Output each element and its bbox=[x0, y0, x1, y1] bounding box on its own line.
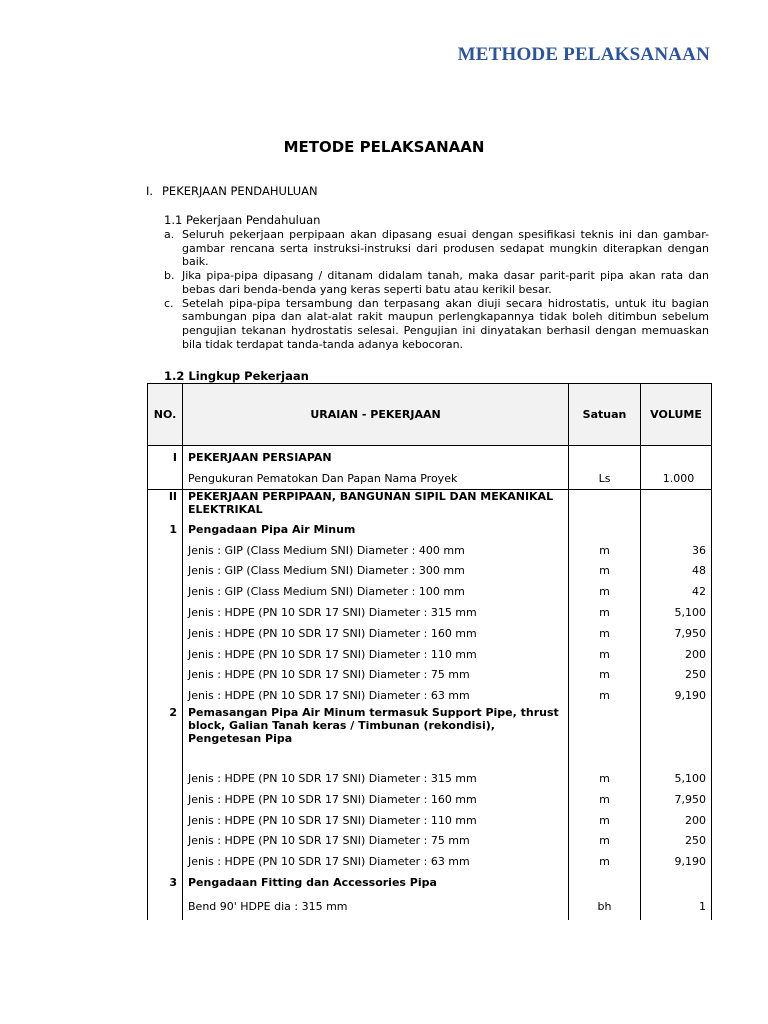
table-row bbox=[148, 685, 712, 706]
table-row bbox=[148, 810, 712, 831]
empty-cell bbox=[148, 561, 183, 582]
list-marker: b. bbox=[164, 269, 175, 283]
row-description: Jenis : HDPE (PN 10 SDR 17 SNI) Diameter : 75 mm bbox=[183, 831, 569, 852]
row-description: Jenis : HDPE (PN 10 SDR 17 SNI) Diameter : 110 mm bbox=[183, 810, 569, 831]
row-volume: 7,950 bbox=[641, 789, 712, 810]
empty-cell bbox=[569, 706, 641, 768]
list-text: Jika pipa-pipa dipasang / ditanam didalam tanah, maka dasar parit-parit pipa akan rata dan bebas dari benda-benda yang keras seperti batu atau kerikil besar. bbox=[182, 269, 709, 296]
row-unit: Ls bbox=[569, 468, 641, 489]
table-row bbox=[148, 872, 712, 892]
row-unit: m bbox=[569, 831, 641, 852]
row-unit: m bbox=[569, 768, 641, 789]
row-description: Jenis : GIP (Class Medium SNI) Diameter : 100 mm bbox=[183, 581, 569, 602]
row-number: I bbox=[148, 446, 183, 469]
table-row bbox=[148, 665, 712, 686]
row-description: Jenis : HDPE (PN 10 SDR 17 SNI) Diameter : 315 mm bbox=[183, 602, 569, 623]
empty-cell bbox=[148, 623, 183, 644]
row-volume: 42 bbox=[641, 581, 712, 602]
row-volume: 1.000 bbox=[641, 468, 712, 489]
list-item bbox=[164, 269, 709, 296]
row-number: 3 bbox=[148, 872, 183, 892]
table-row bbox=[148, 489, 712, 520]
table-row bbox=[148, 561, 712, 582]
row-unit: m bbox=[569, 623, 641, 644]
row-volume: 7,950 bbox=[641, 623, 712, 644]
empty-cell bbox=[148, 468, 183, 489]
group-title: PEKERJAAN PERSIAPAN bbox=[183, 446, 569, 469]
empty-cell bbox=[148, 581, 183, 602]
empty-cell bbox=[148, 665, 183, 686]
empty-cell bbox=[641, 489, 712, 520]
list-text: Seluruh pekerjaan perpipaan akan dipasang esuai dengan spesifikasi teknis ini dan gambar-gambar rencana serta instruksi-instruksi dari produsen sedapat mungkin diterapkan dengan baik. bbox=[182, 228, 709, 269]
row-number: II bbox=[148, 489, 183, 520]
row-volume: 5,100 bbox=[641, 768, 712, 789]
table-row bbox=[148, 602, 712, 623]
empty-cell bbox=[148, 768, 183, 789]
row-volume: 250 bbox=[641, 665, 712, 686]
row-unit: m bbox=[569, 540, 641, 561]
empty-cell bbox=[569, 872, 641, 892]
table-row bbox=[148, 520, 712, 540]
row-description: Jenis : HDPE (PN 10 SDR 17 SNI) Diameter : 160 mm bbox=[183, 789, 569, 810]
table-row bbox=[148, 789, 712, 810]
list-text: Setelah pipa-pipa tersambung dan terpasang akan diuji secara hidrostatis, untuk itu bagian sambungan pipa dan alat-alat rakit maupun perlengkapannya tidak boleh ditimbun sebelum pengujian tekanan hydrostatis selesai. Pengujian ini dinyatakan berhasil dengan memuaskan bila tidak terdapat tanda-tanda adanya kebocoran. bbox=[182, 296, 709, 351]
subsection-1-title: 1.1 Pekerjaan Pendahuluan bbox=[164, 213, 321, 227]
item-title: Pengadaan Pipa Air Minum bbox=[183, 520, 569, 540]
empty-cell bbox=[148, 789, 183, 810]
row-unit: m bbox=[569, 810, 641, 831]
row-description: Jenis : GIP (Class Medium SNI) Diameter : 300 mm bbox=[183, 561, 569, 582]
row-unit: m bbox=[569, 561, 641, 582]
table-row bbox=[148, 540, 712, 561]
table-row bbox=[148, 446, 712, 469]
row-volume: 1 bbox=[641, 892, 712, 920]
row-description: Jenis : GIP (Class Medium SNI) Diameter : 400 mm bbox=[183, 540, 569, 561]
row-unit: m bbox=[569, 851, 641, 872]
table-row bbox=[148, 831, 712, 852]
empty-cell bbox=[148, 644, 183, 665]
empty-cell bbox=[569, 489, 641, 520]
list-item bbox=[164, 228, 709, 269]
header-volume: VOLUME bbox=[641, 384, 712, 446]
subsection-2-title: 1.2 Lingkup Pekerjaan bbox=[164, 369, 309, 383]
item-title: Pemasangan Pipa Air Minum termasuk Support Pipe, thrust block, Galian Tanah keras / Timbunan (rekondisi), Pengetesan Pipa bbox=[183, 706, 569, 768]
row-volume: 9,190 bbox=[641, 685, 712, 706]
row-description: Jenis : HDPE (PN 10 SDR 17 SNI) Diameter : 315 mm bbox=[183, 768, 569, 789]
group-title: PEKERJAAN PERPIPAAN, BANGUNAN SIPIL DAN MEKANIKAL ELEKTRIKAL bbox=[183, 489, 569, 520]
header-unit: Satuan bbox=[569, 384, 641, 446]
row-unit: m bbox=[569, 789, 641, 810]
row-unit: m bbox=[569, 644, 641, 665]
page-header-title: METHODE PELAKSANAAN bbox=[457, 44, 710, 65]
empty-cell bbox=[148, 892, 183, 920]
row-volume: 5,100 bbox=[641, 602, 712, 623]
table-header-row bbox=[148, 384, 712, 446]
empty-cell bbox=[641, 520, 712, 540]
empty-cell bbox=[569, 520, 641, 540]
empty-cell bbox=[641, 872, 712, 892]
section-heading bbox=[146, 184, 318, 198]
row-unit: m bbox=[569, 685, 641, 706]
list-marker: c. bbox=[164, 296, 174, 310]
table-row bbox=[148, 851, 712, 872]
row-volume: 200 bbox=[641, 644, 712, 665]
table-row bbox=[148, 768, 712, 789]
row-description: Bend 90' HDPE dia : 315 mm bbox=[183, 892, 569, 920]
subsection-1-paragraphs bbox=[164, 228, 709, 351]
table-row bbox=[148, 623, 712, 644]
row-volume: 48 bbox=[641, 561, 712, 582]
row-unit: m bbox=[569, 665, 641, 686]
row-number: 2 bbox=[148, 706, 183, 768]
header-description: URAIAN - PEKERJAAN bbox=[183, 384, 569, 446]
row-description: Jenis : HDPE (PN 10 SDR 17 SNI) Diameter : 63 mm bbox=[183, 685, 569, 706]
row-description: Jenis : HDPE (PN 10 SDR 17 SNI) Diameter : 75 mm bbox=[183, 665, 569, 686]
table-row bbox=[148, 892, 712, 920]
table-row bbox=[148, 706, 712, 768]
row-volume: 36 bbox=[641, 540, 712, 561]
item-title: Pengadaan Fitting dan Accessories Pipa bbox=[183, 872, 569, 892]
row-description: Pengukuran Pematokan Dan Papan Nama Proyek bbox=[183, 468, 569, 489]
empty-cell bbox=[148, 602, 183, 623]
table-row bbox=[148, 468, 712, 489]
row-description: Jenis : HDPE (PN 10 SDR 17 SNI) Diameter : 110 mm bbox=[183, 644, 569, 665]
empty-cell bbox=[641, 706, 712, 768]
empty-cell bbox=[569, 446, 641, 469]
empty-cell bbox=[148, 831, 183, 852]
empty-cell bbox=[641, 446, 712, 469]
empty-cell bbox=[148, 851, 183, 872]
row-description: Jenis : HDPE (PN 10 SDR 17 SNI) Diameter : 160 mm bbox=[183, 623, 569, 644]
table-row bbox=[148, 581, 712, 602]
empty-cell bbox=[148, 685, 183, 706]
list-item bbox=[164, 297, 709, 352]
row-volume: 9,190 bbox=[641, 851, 712, 872]
header-no: NO. bbox=[148, 384, 183, 446]
document-title: METODE PELAKSANAAN bbox=[283, 138, 485, 156]
list-marker: a. bbox=[164, 228, 175, 241]
section-number: I. bbox=[146, 184, 154, 198]
section-title: PEKERJAAN PENDAHULUAN bbox=[162, 184, 318, 198]
row-number: 1 bbox=[148, 520, 183, 540]
empty-cell bbox=[148, 810, 183, 831]
empty-cell bbox=[148, 540, 183, 561]
row-volume: 250 bbox=[641, 831, 712, 852]
row-unit: m bbox=[569, 602, 641, 623]
table-row bbox=[148, 644, 712, 665]
row-unit: bh bbox=[569, 892, 641, 920]
row-description: Jenis : HDPE (PN 10 SDR 17 SNI) Diameter : 63 mm bbox=[183, 851, 569, 872]
row-volume: 200 bbox=[641, 810, 712, 831]
row-unit: m bbox=[569, 581, 641, 602]
work-scope-table bbox=[147, 383, 712, 920]
